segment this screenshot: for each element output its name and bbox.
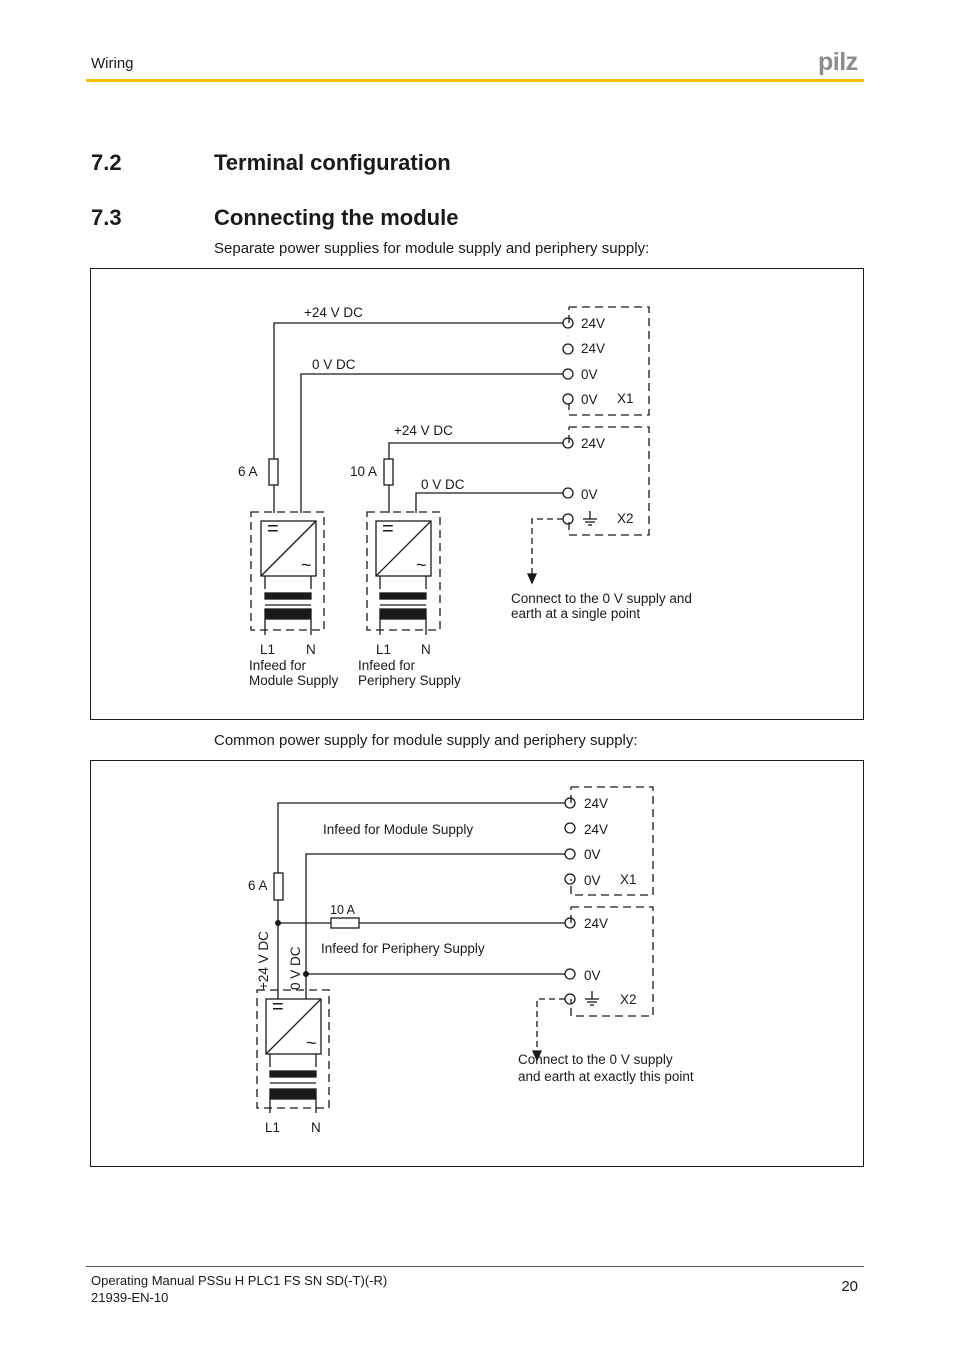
label-fuse-6a: 6 A: [248, 878, 268, 893]
x1-label: X1: [617, 391, 634, 406]
wire-24v-2: [389, 443, 563, 459]
psu-module: [251, 512, 324, 635]
terminal-label: 24V: [584, 822, 609, 837]
terminal-label: 0V: [584, 968, 601, 983]
earth-link: [537, 999, 565, 1051]
terminal-label: 0V: [581, 392, 598, 407]
label-0vdc-2: 0 V DC: [421, 477, 465, 492]
header-section: Wiring: [91, 55, 134, 72]
wiring-diagram-1: [91, 269, 863, 719]
terminal-label: 0V: [584, 847, 601, 862]
infeed-module-label: Infeed for Module Supply: [323, 822, 474, 837]
label-n: N: [311, 1120, 321, 1135]
section-number: 7.3: [91, 205, 122, 230]
infeed-periph-label: Periphery Supply: [358, 673, 461, 688]
psu-periphery: [367, 512, 440, 635]
footer-manual-title: Operating Manual PSSu H PLC1 FS SN SD(-T)(-R): [91, 1273, 388, 1288]
wire-24v: [278, 803, 565, 873]
label-fuse-10a: 10 A: [350, 464, 378, 479]
label-fuse-6a: 6 A: [238, 464, 258, 479]
paragraph-separate-supplies: Separate power supplies for module supply and periphery supply:: [214, 240, 650, 257]
terminal-label: 24V: [581, 436, 606, 451]
infeed-periph-label: Infeed for: [358, 658, 416, 673]
ac-symbol: ~: [306, 1033, 317, 1053]
terminal: [563, 488, 573, 498]
terminal: [565, 969, 575, 979]
terminal: [563, 514, 573, 524]
earth-note: Connect to the 0 V supply: [518, 1052, 673, 1067]
junction: [303, 971, 309, 977]
label-0vdc-vertical: 0 V DC: [288, 946, 303, 990]
psu-common: [257, 990, 329, 1113]
x2-label: X2: [620, 992, 637, 1007]
terminal-label: 24V: [584, 916, 609, 931]
label-fuse-10a: 10 A: [330, 903, 356, 917]
terminal: [565, 874, 575, 884]
infeed-module-label: Module Supply: [249, 673, 339, 688]
paragraph-common-supply: Common power supply for module supply and periphery supply:: [214, 732, 638, 749]
section-number: 7.2: [91, 150, 122, 175]
terminal-label: 0V: [584, 873, 601, 888]
junction: [275, 920, 281, 926]
wire-0v-2: [416, 493, 563, 513]
terminal: [563, 344, 573, 354]
earth-icon: [583, 511, 597, 525]
label-l1: L1: [265, 1120, 281, 1135]
footer-rule: [86, 1266, 864, 1267]
earth-note: earth at a single point: [511, 606, 641, 621]
earth-note: Connect to the 0 V supply and: [511, 591, 692, 606]
section-title: Terminal configuration: [214, 150, 451, 175]
ac-symbol: ~: [301, 555, 312, 575]
label-0vdc: 0 V DC: [312, 357, 356, 372]
label-24vdc-vertical: +24 V DC: [256, 931, 271, 990]
terminal: [563, 438, 573, 448]
infeed-module-label: Infeed for: [249, 658, 307, 673]
footer-doc-number: 21939-EN-10: [91, 1290, 169, 1305]
fuse-6a: [274, 873, 283, 900]
x2-label: X2: [617, 511, 634, 526]
figure-separate-supplies: [90, 268, 864, 720]
terminal-label: 24V: [584, 796, 609, 811]
terminal: [563, 369, 573, 379]
terminal-label: 0V: [581, 487, 598, 502]
header-rule: [86, 79, 864, 82]
dc-symbol: =: [267, 518, 279, 540]
label-l1: L1: [260, 642, 276, 657]
page-number: 20: [841, 1278, 858, 1295]
terminal: [565, 918, 575, 928]
label-24vdc: +24 V DC: [304, 305, 363, 320]
label-n: N: [421, 642, 431, 657]
ac-symbol: ~: [416, 555, 427, 575]
arrow-down-icon: [528, 574, 536, 583]
dc-symbol: =: [382, 518, 394, 540]
earth-link: [532, 519, 563, 574]
wire-0v: [306, 854, 565, 999]
terminal: [565, 798, 575, 808]
earth-note: and earth at exactly this point: [518, 1069, 694, 1084]
figure-common-supply: [90, 760, 864, 1167]
label-n: N: [306, 642, 316, 657]
wiring-diagram-2: [91, 761, 863, 1166]
terminal-label: 0V: [581, 367, 598, 382]
terminal: [563, 318, 573, 328]
terminal-label: 24V: [581, 316, 606, 331]
x1-label: X1: [620, 872, 637, 887]
earth-icon: [585, 991, 599, 1005]
label-24vdc-2: +24 V DC: [394, 423, 453, 438]
wire-24v: [274, 323, 563, 459]
terminal: [565, 849, 575, 859]
fuse-10a: [384, 459, 393, 485]
terminal-label: 24V: [581, 341, 606, 356]
section-title: Connecting the module: [214, 205, 459, 230]
fuse-10a: [331, 918, 359, 928]
terminal: [565, 823, 575, 833]
terminal: [563, 394, 573, 404]
label-l1: L1: [376, 642, 392, 657]
fuse-6a: [269, 459, 278, 485]
dc-symbol: =: [272, 996, 284, 1018]
pilz-logo: pilz: [818, 48, 858, 76]
terminal: [565, 994, 575, 1004]
infeed-periph-label: Infeed for Periphery Supply: [321, 941, 485, 956]
